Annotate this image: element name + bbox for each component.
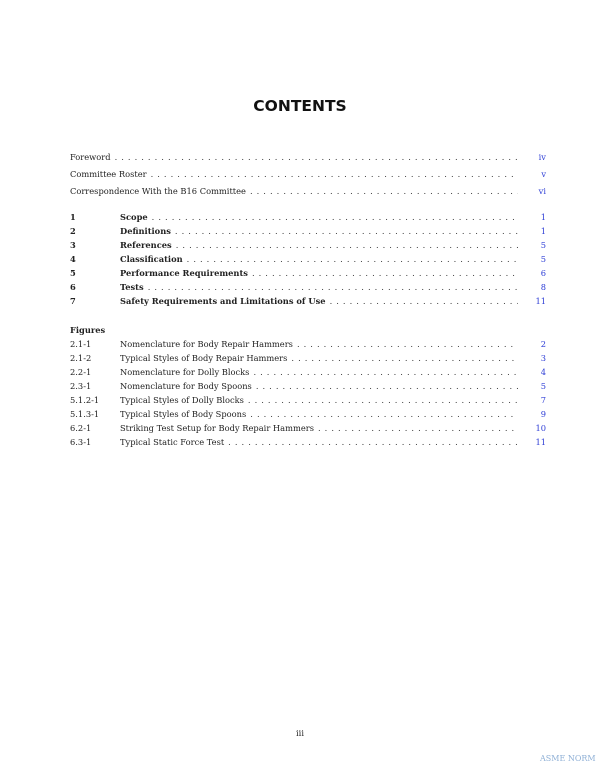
- dot-leader: [250, 409, 518, 419]
- entry-title: Striking Test Setup for Body Repair Hammers: [120, 423, 314, 433]
- entry-title: Typical Styles of Body Spoons: [120, 409, 247, 419]
- entry-page-link[interactable]: 1: [540, 226, 546, 236]
- dot-leader: [330, 296, 518, 306]
- entry-number: 4: [70, 254, 76, 264]
- dot-leader: [175, 226, 518, 236]
- dot-leader: [228, 437, 518, 447]
- toc-entry[interactable]: [70, 254, 546, 266]
- toc-entry[interactable]: [70, 353, 546, 365]
- entry-title: Nomenclature for Body Spoons: [120, 381, 252, 391]
- entry-number: 7: [70, 296, 76, 306]
- page-number: iii: [296, 728, 304, 738]
- entry-page-link[interactable]: 1: [540, 212, 546, 222]
- entry-title: Nomenclature for Dolly Blocks: [120, 367, 250, 377]
- dot-leader: [115, 152, 518, 162]
- dot-leader: [291, 353, 518, 363]
- toc-entry[interactable]: [70, 152, 546, 164]
- entry-title: Safety Requirements and Limitations of Use: [120, 296, 326, 306]
- dot-leader: [318, 423, 518, 433]
- toc-entry[interactable]: [70, 169, 546, 181]
- entry-title: Nomenclature for Body Repair Hammers: [120, 339, 293, 349]
- entry-page-link[interactable]: iv: [538, 152, 546, 162]
- entry-number: 6.3-1: [70, 437, 92, 447]
- entry-title: Definitions: [120, 226, 171, 236]
- toc-entry[interactable]: [70, 212, 546, 224]
- entry-title: Correspondence With the B16 Committee: [70, 186, 246, 196]
- dot-leader: [187, 254, 518, 264]
- entry-page-link[interactable]: vi: [538, 186, 546, 196]
- entry-title: Committee Roster: [70, 169, 147, 179]
- entry-page-link[interactable]: 8: [540, 282, 546, 292]
- entry-title: Foreword: [70, 152, 111, 162]
- entry-number: 5.1.2-1: [70, 395, 100, 405]
- toc-entry[interactable]: [70, 423, 546, 435]
- toc-entry[interactable]: [70, 296, 546, 308]
- entry-number: 6.2-1: [70, 423, 92, 433]
- entry-title: Performance Requirements: [120, 268, 248, 278]
- entry-title: Classification: [120, 254, 183, 264]
- figures-heading: Figures: [70, 325, 106, 335]
- dot-leader: [248, 395, 518, 405]
- entry-title: Scope: [120, 212, 148, 222]
- toc-entry[interactable]: [70, 367, 546, 379]
- entry-page-link[interactable]: 7: [540, 395, 546, 405]
- dot-leader: [256, 381, 518, 391]
- toc-entry[interactable]: [70, 437, 546, 449]
- dot-leader: [151, 169, 518, 179]
- toc-entry[interactable]: [70, 282, 546, 294]
- dot-leader: [152, 212, 518, 222]
- dot-leader: [148, 282, 518, 292]
- entry-page-link[interactable]: 3: [540, 353, 546, 363]
- entry-number: 2.2-1: [70, 367, 92, 377]
- entry-number: 2.1-2: [70, 353, 92, 363]
- entry-page-link[interactable]: 6: [540, 268, 546, 278]
- dot-leader: [252, 268, 518, 278]
- entry-page-link[interactable]: 2: [540, 339, 546, 349]
- entry-page-link[interactable]: 5: [540, 381, 546, 391]
- dot-leader: [176, 240, 518, 250]
- toc-entry[interactable]: [70, 226, 546, 238]
- entry-number: 2.1-1: [70, 339, 92, 349]
- entry-page-link[interactable]: 5: [540, 240, 546, 250]
- entry-number: 3: [70, 240, 76, 250]
- dot-leader: [253, 367, 518, 377]
- watermark-logo: ASME NORM: [540, 754, 596, 763]
- entry-title: Typical Styles of Body Repair Hammers: [120, 353, 288, 363]
- toc-entry[interactable]: [70, 268, 546, 280]
- entry-number: 1: [70, 212, 76, 222]
- entry-title: Tests: [120, 282, 144, 292]
- entry-number: 2.3-1: [70, 381, 92, 391]
- entry-number: 6: [70, 282, 76, 292]
- toc-entry[interactable]: [70, 240, 546, 252]
- entry-title: References: [120, 240, 172, 250]
- dot-leader: [250, 186, 518, 196]
- entry-page-link[interactable]: 11: [535, 437, 546, 447]
- entry-page-link[interactable]: v: [541, 169, 546, 179]
- entry-page-link[interactable]: 9: [540, 409, 546, 419]
- entry-page-link[interactable]: 11: [535, 296, 546, 306]
- entry-page-link[interactable]: 5: [540, 254, 546, 264]
- entry-page-link[interactable]: 10: [535, 423, 546, 433]
- toc-entry[interactable]: [70, 381, 546, 393]
- entry-number: 2: [70, 226, 76, 236]
- toc-entry[interactable]: [70, 395, 546, 407]
- page-title: CONTENTS: [253, 97, 347, 115]
- entry-title: Typical Static Force Test: [120, 437, 225, 447]
- toc-entry[interactable]: [70, 339, 546, 351]
- entry-number: 5.1.3-1: [70, 409, 100, 419]
- toc-entry[interactable]: [70, 186, 546, 198]
- dot-leader: [297, 339, 518, 349]
- entry-number: 5: [70, 268, 76, 278]
- toc-entry[interactable]: [70, 409, 546, 421]
- entry-title: Typical Styles of Dolly Blocks: [120, 395, 244, 405]
- entry-page-link[interactable]: 4: [540, 367, 546, 377]
